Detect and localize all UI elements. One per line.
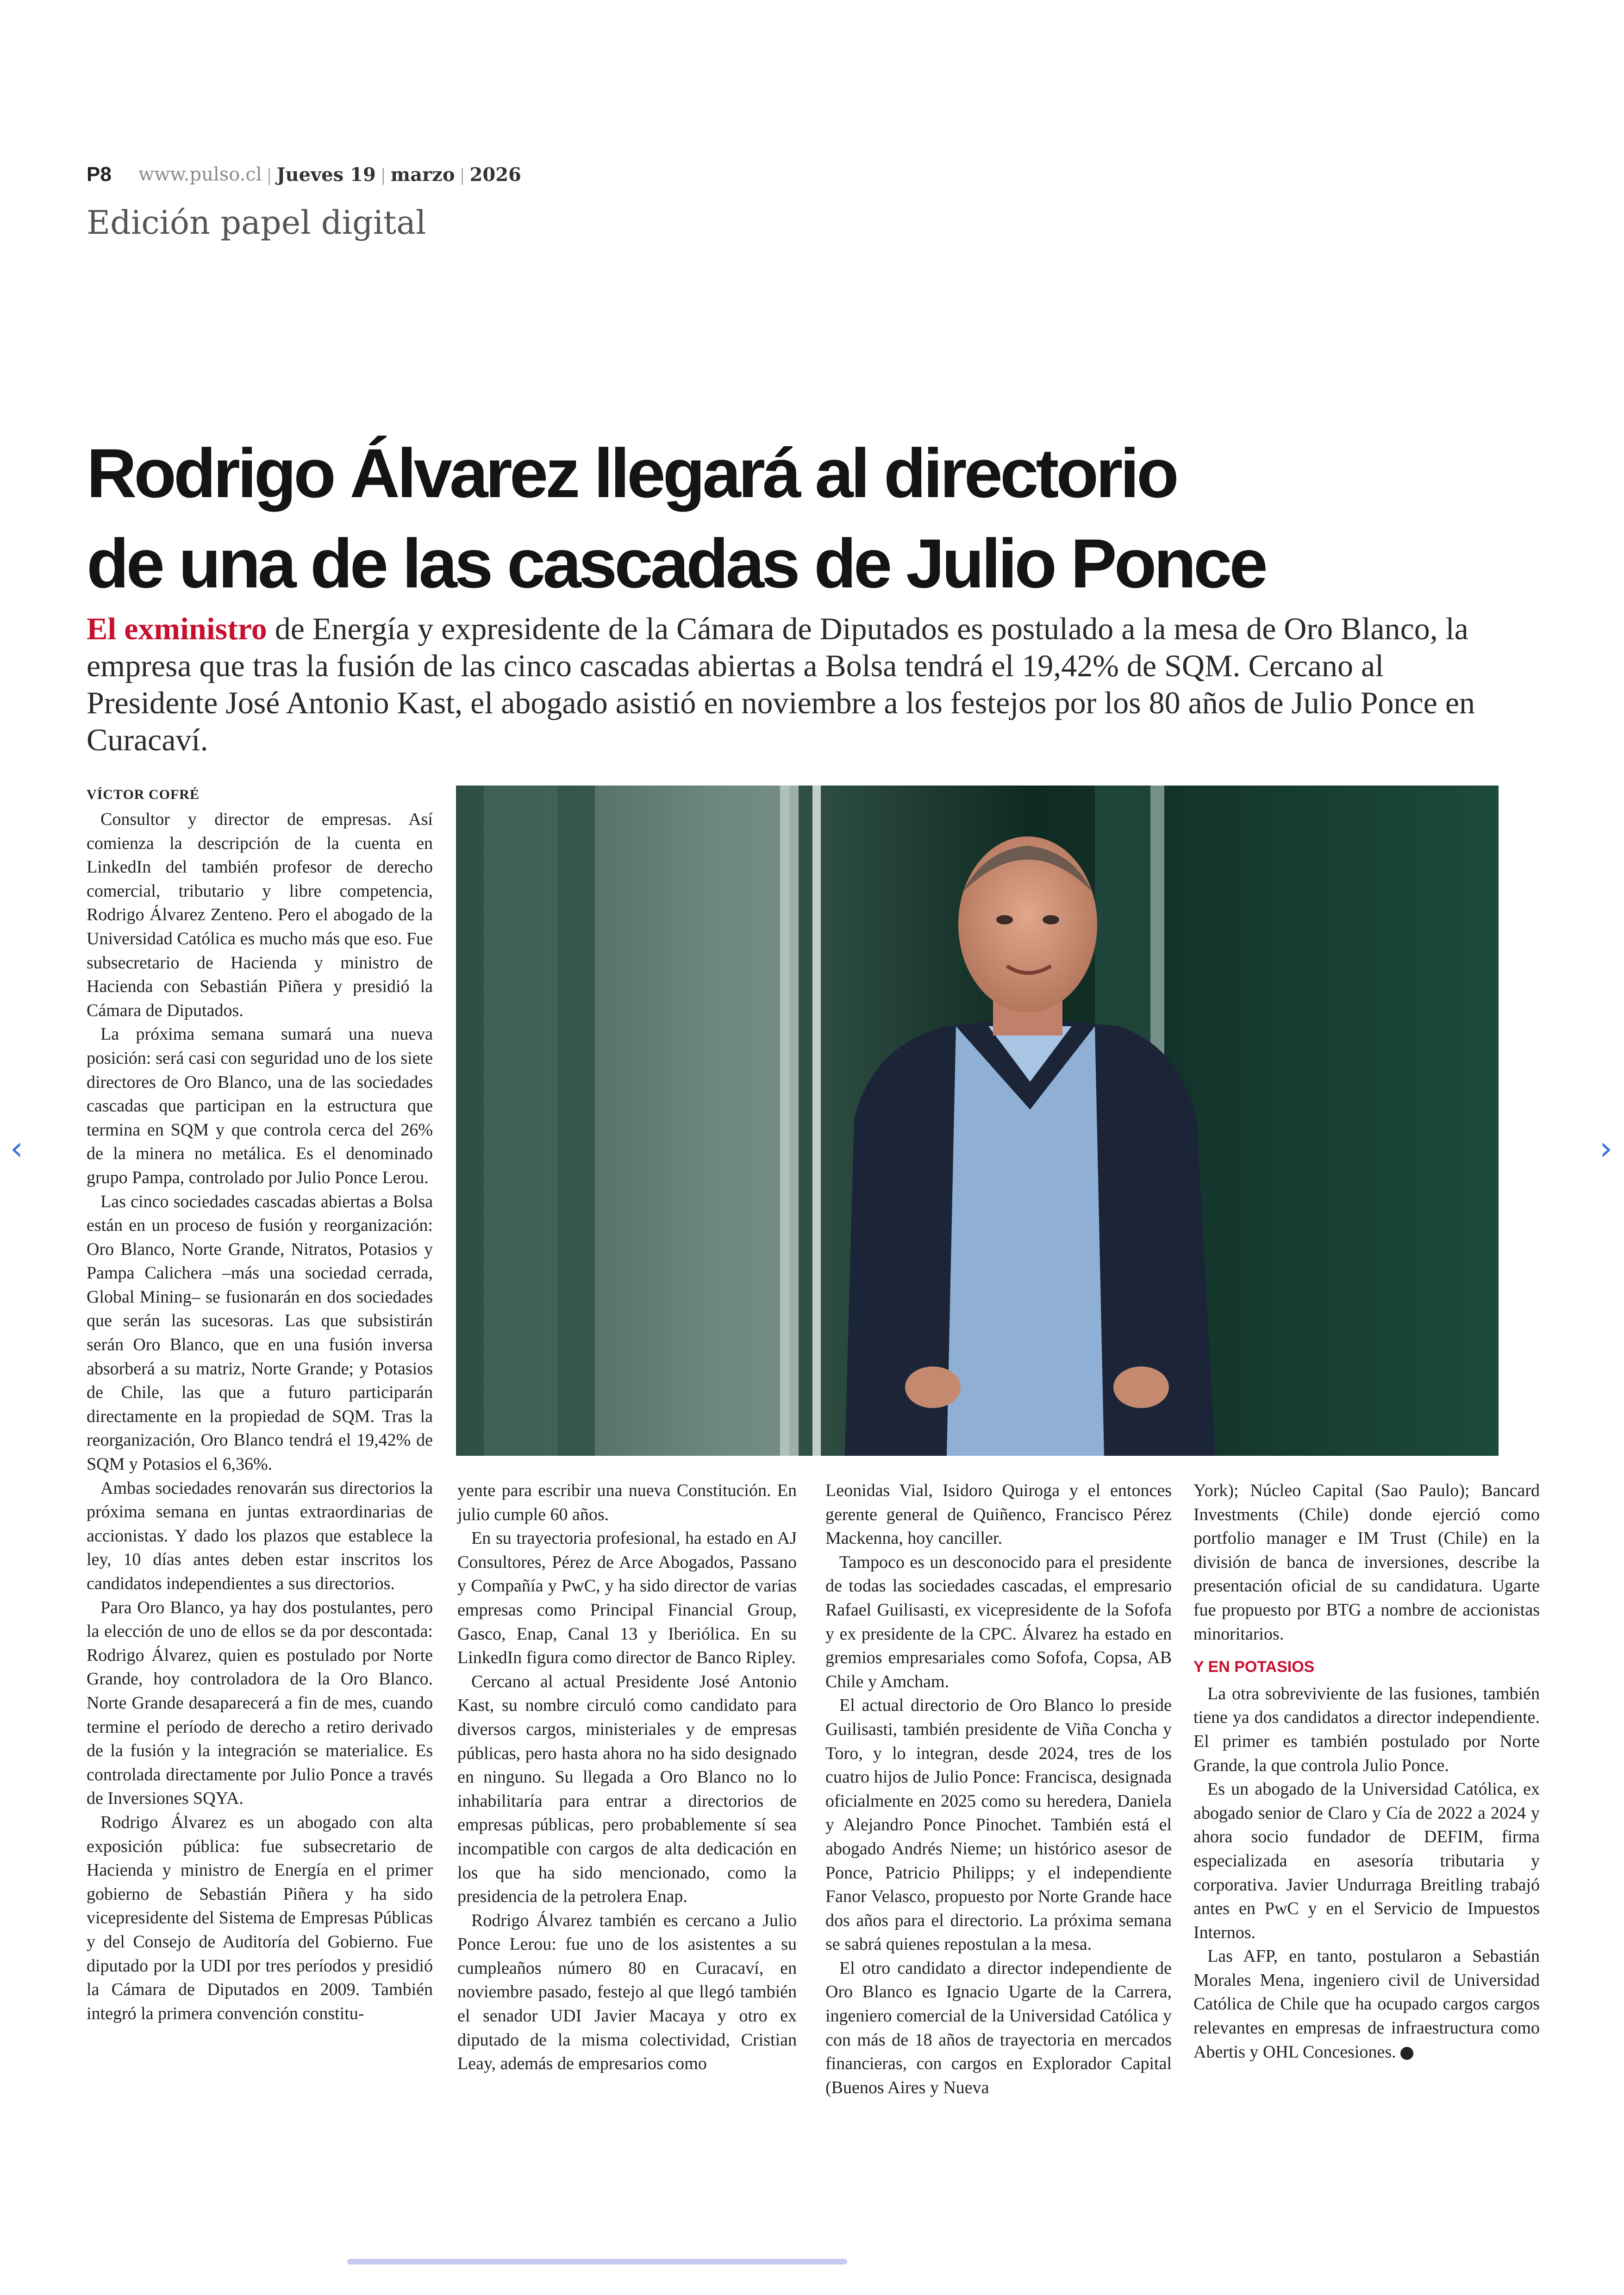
paragraph: yente para escribir una nueva Constitución. En julio cumple 60 años. <box>457 1481 797 1524</box>
paragraph: En su trayectoria profesional, ha estado en AJ Consultores, Pérez de Arce Abogados, Passano y Compañía y PwC, y ha sido director de varias empresas como Principal Financial Group, Gasco, Enap, Canal 13 y Iberiólica. En su LinkedIn figura como director de Banco Ripley. <box>457 1528 797 1668</box>
column-4-part-a <box>1193 1479 1540 1646</box>
column-4-part-b <box>1193 1682 1540 2064</box>
paragraph: York); Núcleo Capital (Sao Paulo); Bancard Investments (Chile) donde ejerció como portfolio manager e IM Trust (Chile) en la división de banca de inversiones, describe la presentación oficial de su candidatura. Ugarte fue propuesto por BTG a nombre de accionistas minoritarios. <box>1193 1481 1540 1644</box>
paragraph: Las AFP, en tanto, postularon a Sebastián Morales Mena, ingeniero civil de Universidad Católica de Chile que ha ocupado cargos cargos relevantes en empresas de infraestructura como Abertis y OHL Concesiones. P <box>1193 1946 1540 2062</box>
paragraph: Cercano al actual Presidente José Antonio Kast, su nombre circuló como candidato para diversos cargos, ministeriales y de empresas públicas, pero hasta ahora no ha sido designado en ninguno. Su llegada a Oro Blanco no lo inhabilitaría para entrar a directorios de empresas públicas, pero probablemente sí sea incompatible con cargos de alta dedicación en los que ha sido mencionado, como la presidencia de la petrolera Enap. <box>457 1671 797 1907</box>
page-header <box>87 163 521 186</box>
separator: | <box>460 164 464 185</box>
paragraph: Rodrigo Álvarez también es cercano a Julio Ponce Lerou: fue uno de los asistentes a su cumpleaños número 80 en Curacaví, en noviembre pasado, festejo al que llegó también el senador UDI Javier Macaya y otro ex diputado de la misma colectividad, Cristian Leay, además de empresarios como <box>457 1910 797 2074</box>
date-month: marzo <box>390 163 455 186</box>
edition-label: Edición papel digital <box>87 204 426 242</box>
headline <box>87 428 1475 609</box>
paragraph: Consultor y director de empresas. Así comienza la descripción de la cuenta en LinkedIn del también profesor de derecho comercial, tributario y libre competencia, Rodrigo Álvarez Zenteno. Pero el abogado de la Universidad Católica es mucho más que eso. Fue subsecretario de Hacienda y ministro de Hacienda con Sebastián Piñera y presidió la Cámara de Diputados. <box>87 810 433 1020</box>
page-number: P8 <box>87 163 112 186</box>
headline-line-2: de una de las cascadas de Julio Ponce <box>87 524 1265 602</box>
headline-line-1: Rodrigo Álvarez llegará al directorio <box>87 434 1176 512</box>
paragraph: La próxima semana sumará una nueva posición: será casi con seguridad uno de los siete directores de Oro Blanco, una de las sociedades cascadas que participan en la estructura que termina en SQM y que controla cerca del 26% de la minera no metálica. Es el denominado grupo Pampa, controlado por Julio Ponce Lerou. <box>87 1024 433 1187</box>
paragraph: El otro candidato a director independiente de Oro Blanco es Ignacio Ugarte de la Carrera, ingeniero comercial de la Universidad Católica y con más de 18 años de trayectoria en mercados financieras, con cargos en Explorador Capital (Buenos Aires y Nueva <box>825 1958 1172 2097</box>
article-column-2 <box>457 1479 797 2076</box>
horizontal-scrollbar[interactable] <box>347 2259 847 2264</box>
paragraph: Es un abogado de la Universidad Católica, ex abogado senior de Claro y Cía de 2022 a 2024 y ahora socio fundador de DEFIM, firma especializada en asesoría tributaria y corporativa. Javier Undurraga Breitling trabajó antes en PwC y en el Servicio de Impuestos Internos. <box>1193 1779 1540 1942</box>
site-url[interactable]: www.pulso.cl <box>138 164 262 185</box>
date-year: 2026 <box>469 163 521 186</box>
article-photo <box>456 786 1499 1456</box>
date-day: Jueves 19 <box>276 163 376 186</box>
article-column-1 <box>87 808 433 2026</box>
section-subhead: Y EN POTASIOS <box>1193 1658 1315 1676</box>
separator: | <box>381 164 385 185</box>
article-column-4 <box>1193 1479 1540 2064</box>
chevron-left-icon[interactable]: ‹ <box>10 1129 23 1167</box>
paragraph: Ambas sociedades renovarán sus directorios la próxima semana en juntas extraordinarias de accionistas. Y dado los plazos que establece la ley, 10 días antes deben estar inscritos los candidatos independientes a sus directorios. <box>87 1478 433 1593</box>
article-column-3 <box>825 1479 1172 2100</box>
paragraph: Tampoco es un desconocido para el presidente de todas las sociedades cascadas, el empresario Rafael Guilisasti, ex vicepresidente de la Sofofa y ex presidente de la CPC. Álvarez ha estado en gremios empresariales como Sofofa, Copsa, AB Chile y Amcham. <box>825 1552 1172 1691</box>
separator: | <box>267 164 271 185</box>
paragraph: Para Oro Blanco, ya hay dos postulantes, pero la elección de uno de ellos se da por descontada: Rodrigo Álvarez, quien es postulado por Norte Grande, hoy controladora de la Oro Blanco. Norte Grande desaparecerá a fin de mes, cuando termine el período de derecho a retiro derivado de la fusión y la integración se materialice. Es controlada directamente por Julio Ponce a través de Inversiones SQYA. <box>87 1597 433 1809</box>
paragraph: El actual directorio de Oro Blanco lo preside Guilisasti, también presidente de Viña Concha y Toro, y lo integran, desde 2024, tres de los cuatro hijos de Julio Ponce: Francisca, designada oficialmente en 2025 como su heredera, Daniela y Alejandro Ponce Pinochet. También está el abogado Andrés Nieme; un histórico asesor de Ponce, Patricio Philipps; y el independiente Fanor Velasco, propuesto por Norte Grande hace dos años para el directorio. La próxima semana se sabrá quienes repostulan a la mesa. <box>825 1696 1172 1954</box>
paragraph: Las cinco sociedades cascadas abiertas a Bolsa están en un proceso de fusión y reorganización: Oro Blanco, Norte Grande, Nitratos, Potasios y Pampa Calichera –más una sociedad cerrada, Global Mining– se fusionarán en dos sociedades que serán las sucesoras. Las que subsistirán serán Oro Blanco, que en una fusión inversa absorberá a su matriz, Norte Grande; y Potasios de Chile, las que a futuro participarán directamente en la propiedad de SQM. Tras la reorganización, Oro Blanco tendrá el 19,42% de SQM y Potasios el 6,36%. <box>87 1191 433 1474</box>
lead-text: de Energía y expresidente de la Cámara de Diputados es postulado a la mesa de Oro Blanco, la empresa que tras la fusión de las cinco cascadas abiertas a Bolsa tendrá el 19,42% de SQM. Cercano al Presidente José Antonio Kast, el abogado asistió en noviembre a los festejos por los 80 años de Julio Ponce en Curacaví. <box>87 611 1475 757</box>
paragraph: Rodrigo Álvarez es un abogado con alta exposición pública: fue subsecretario de Hacienda y ministro de Energía en el primer gobierno de Sebastián Piñera y ha sido vicepresidente del Sistema de Empresas Públicas y del Consejo de Auditoría del Gobierno. Fue diputado por la UDI por tres períodos y presidió la Cámara de Diputados en 2009. También integró la primera convención constitu- <box>87 1812 433 2023</box>
end-mark-icon: P <box>1400 2047 1413 2060</box>
paragraph: La otra sobreviviente de las fusiones, también tiene ya dos candidatos a director independiente. El primer es también postulado por Norte Grande, la que controla Julio Ponce. <box>1193 1684 1540 1775</box>
paragraph: Leonidas Vial, Isidoro Quiroga y el entonces gerente general de Quiñenco, Francisco Pérez Mackenna, hoy canciller. <box>825 1481 1172 1548</box>
portrait-illustration <box>456 786 1499 1456</box>
lead-kicker: El exministro <box>87 611 267 646</box>
byline: VÍCTOR COFRÉ <box>87 787 200 802</box>
chevron-right-icon[interactable]: › <box>1599 1129 1612 1167</box>
lead-paragraph <box>87 610 1517 758</box>
